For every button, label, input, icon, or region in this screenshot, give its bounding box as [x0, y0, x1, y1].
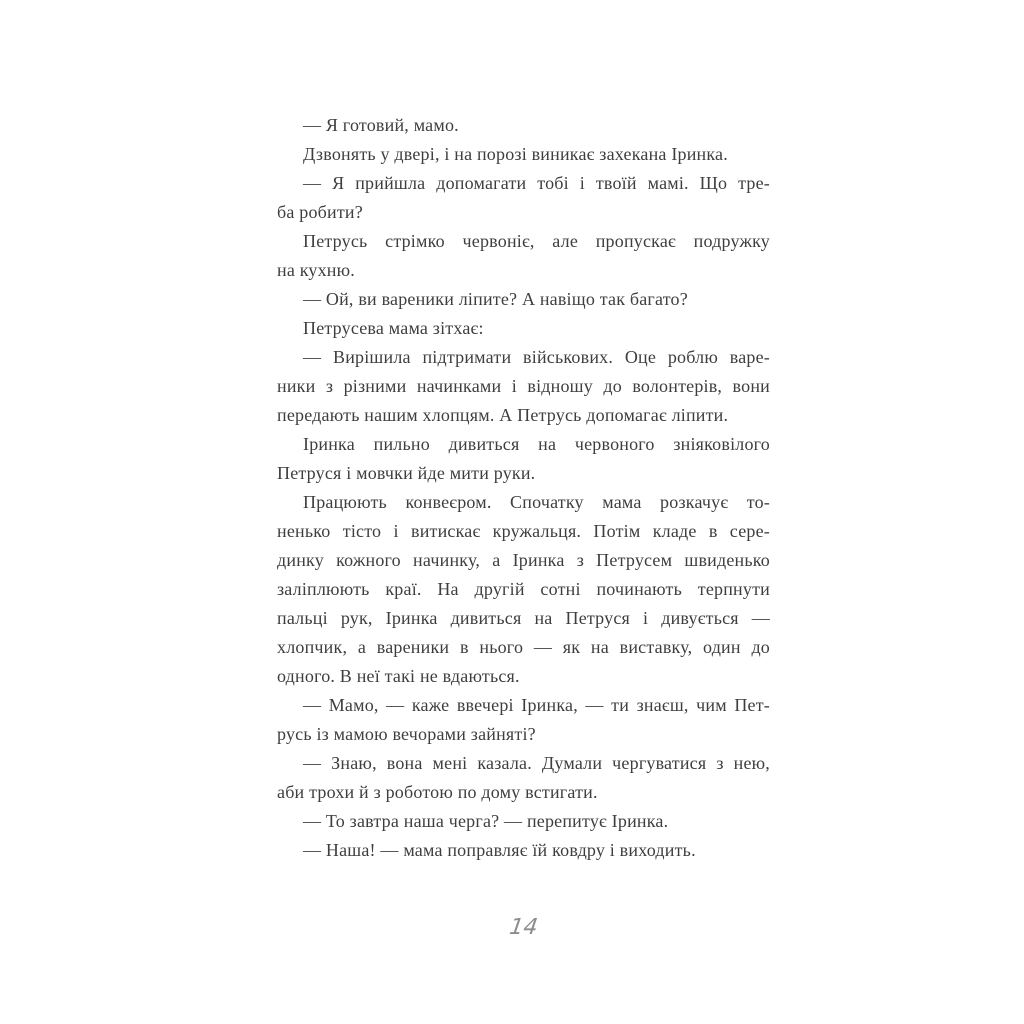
text-line: ненько тісто і витискає кружальця. Потім кладе в сере-	[277, 521, 770, 541]
text-line: аби трохи й з роботою по дому встигати.	[277, 782, 598, 802]
text-line: — Знаю, вона мені казала. Думали чергуватися з нею,	[303, 753, 770, 773]
text-line: Петруся і мовчки йде мити руки.	[277, 463, 536, 483]
text-line: — Я готовий, мамо.	[303, 115, 459, 135]
text-line: Петрусь стрімко червоніє, але пропускає подружку	[303, 231, 770, 251]
text-line: — Мамо, — каже ввечері Іринка, — ти знаєш, чим Пет-	[303, 695, 770, 715]
text-line: Іринка пильно дивиться на червоного зніяковілого	[303, 434, 770, 454]
page-number: 14	[507, 915, 540, 940]
text-line: Дзвонять у двері, і на порозі виникає захекана Іринка.	[303, 144, 728, 164]
text-line: ники з різними начинками і відношу до волонтерів, вони	[277, 376, 770, 396]
text-line: динку кожного начинку, а Іринка з Петрусем швиденько	[277, 550, 770, 570]
text-line: — Вирішила підтримати військових. Оце роблю варе-	[303, 347, 770, 367]
text-line: на кухню.	[277, 260, 355, 280]
text-line: одного. В неї такі не вдаються.	[277, 666, 520, 686]
text-line: — Ой, ви вареники ліпите? А навіщо так багато?	[303, 289, 688, 309]
page-text	[277, 111, 770, 865]
text-line: Петрусева мама зітхає:	[303, 318, 484, 338]
text-line: передають нашим хлопцям. А Петрусь допомагає ліпити.	[277, 405, 729, 425]
text-line: хлопчик, а вареники в нього — як на виставку, один до	[277, 637, 770, 657]
text-line: Працюють конвеєром. Спочатку мама розкачує то-	[303, 492, 770, 512]
text-line: — Наша! — мама поправляє їй ковдру і виходить.	[303, 840, 696, 860]
text-line: пальці рук, Іринка дивиться на Петруся і дивується —	[277, 608, 770, 628]
text-line: — То завтра наша черга? — перепитує Іринка.	[303, 811, 669, 831]
text-line: русь із мамою вечорами зайняті?	[277, 724, 536, 744]
text-line: — Я прийшла допомагати тобі і твоїй мамі. Що тре-	[303, 173, 770, 193]
text-line: ба робити?	[277, 202, 363, 222]
text-line: заліплюють краї. На другій сотні починають терпнути	[277, 579, 770, 599]
